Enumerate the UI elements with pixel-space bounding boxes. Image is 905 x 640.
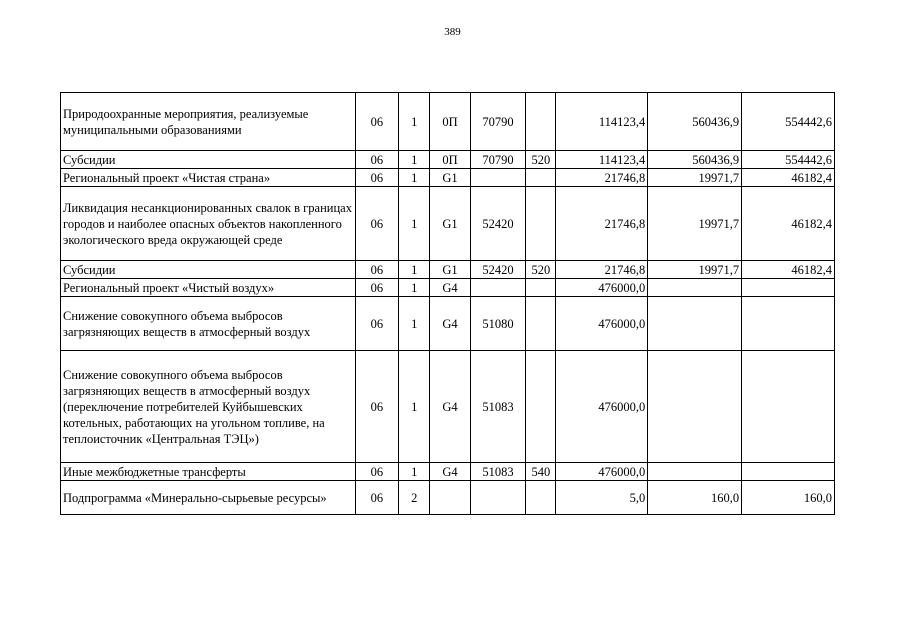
table-row bbox=[61, 93, 835, 151]
subsection-code-cell: 1 bbox=[399, 297, 430, 351]
target-article-cell: 70790 bbox=[470, 151, 526, 169]
subsection-code-cell: 1 bbox=[399, 279, 430, 297]
amount-year2-cell: 19971,7 bbox=[648, 261, 742, 279]
amount-year1-cell: 114123,4 bbox=[556, 151, 648, 169]
target-article-cell: 51083 bbox=[470, 463, 526, 481]
program-code-cell: G1 bbox=[430, 261, 470, 279]
amount-year3-cell bbox=[742, 351, 835, 463]
table-row bbox=[61, 351, 835, 463]
amount-year3-cell bbox=[742, 297, 835, 351]
row-name-cell: Снижение совокупного объема выбросов загрязняющих веществ в атмосферный воздух (переключение потребителей Куйбышевских котельных, работающих на угольном топливе, на теплоисточник «Центральная ТЭЦ») bbox=[61, 351, 356, 463]
section-code-cell: 06 bbox=[355, 297, 398, 351]
amount-year2-cell bbox=[648, 279, 742, 297]
amount-year1-cell: 476000,0 bbox=[556, 351, 648, 463]
target-article-cell bbox=[470, 169, 526, 187]
section-code-cell: 06 bbox=[355, 261, 398, 279]
expense-type-cell bbox=[526, 351, 556, 463]
amount-year1-cell: 476000,0 bbox=[556, 297, 648, 351]
expense-type-cell: 520 bbox=[526, 261, 556, 279]
target-article-cell bbox=[470, 481, 526, 515]
amount-year3-cell: 160,0 bbox=[742, 481, 835, 515]
row-name-cell: Субсидии bbox=[61, 261, 356, 279]
amount-year1-cell: 21746,8 bbox=[556, 187, 648, 261]
amount-year2-cell bbox=[648, 463, 742, 481]
subsection-code-cell: 1 bbox=[399, 351, 430, 463]
amount-year3-cell: 46182,4 bbox=[742, 169, 835, 187]
table-row bbox=[61, 187, 835, 261]
section-code-cell: 06 bbox=[355, 187, 398, 261]
row-name-cell: Подпрограмма «Минерально-сырьевые ресурсы» bbox=[61, 481, 356, 515]
amount-year1-cell: 476000,0 bbox=[556, 279, 648, 297]
section-code-cell: 06 bbox=[355, 151, 398, 169]
section-code-cell: 06 bbox=[355, 279, 398, 297]
subsection-code-cell: 1 bbox=[399, 93, 430, 151]
table-row bbox=[61, 151, 835, 169]
subsection-code-cell: 1 bbox=[399, 187, 430, 261]
amount-year3-cell bbox=[742, 463, 835, 481]
expense-type-cell: 540 bbox=[526, 463, 556, 481]
amount-year1-cell: 21746,8 bbox=[556, 169, 648, 187]
budget-table bbox=[60, 92, 835, 515]
table-row bbox=[61, 279, 835, 297]
row-name-cell: Региональный проект «Чистый воздух» bbox=[61, 279, 356, 297]
target-article-cell: 51083 bbox=[470, 351, 526, 463]
program-code-cell: G1 bbox=[430, 169, 470, 187]
expense-type-cell bbox=[526, 481, 556, 515]
row-name-cell: Ликвидация несанкционированных свалок в границах городов и наиболее опасных объектов накопленного экологического вреда окружающей среде bbox=[61, 187, 356, 261]
program-code-cell: G4 bbox=[430, 351, 470, 463]
table-row bbox=[61, 261, 835, 279]
amount-year3-cell: 554442,6 bbox=[742, 151, 835, 169]
row-name-cell: Природоохранные мероприятия, реализуемые муниципальными образованиями bbox=[61, 93, 356, 151]
program-code-cell: 0П bbox=[430, 93, 470, 151]
amount-year1-cell: 476000,0 bbox=[556, 463, 648, 481]
program-code-cell: G4 bbox=[430, 279, 470, 297]
expense-type-cell bbox=[526, 187, 556, 261]
subsection-code-cell: 1 bbox=[399, 151, 430, 169]
program-code-cell: G4 bbox=[430, 297, 470, 351]
target-article-cell: 51080 bbox=[470, 297, 526, 351]
amount-year3-cell: 46182,4 bbox=[742, 187, 835, 261]
subsection-code-cell: 1 bbox=[399, 463, 430, 481]
program-code-cell: G4 bbox=[430, 463, 470, 481]
target-article-cell: 70790 bbox=[470, 93, 526, 151]
target-article-cell bbox=[470, 279, 526, 297]
table-row bbox=[61, 169, 835, 187]
expense-type-cell bbox=[526, 169, 556, 187]
page-number: 389 bbox=[444, 26, 461, 38]
amount-year2-cell: 19971,7 bbox=[648, 169, 742, 187]
amount-year3-cell bbox=[742, 279, 835, 297]
table-row bbox=[61, 297, 835, 351]
row-name-cell: Региональный проект «Чистая страна» bbox=[61, 169, 356, 187]
expense-type-cell: 520 bbox=[526, 151, 556, 169]
program-code-cell bbox=[430, 481, 470, 515]
program-code-cell: G1 bbox=[430, 187, 470, 261]
section-code-cell: 06 bbox=[355, 463, 398, 481]
expense-type-cell bbox=[526, 297, 556, 351]
subsection-code-cell: 1 bbox=[399, 261, 430, 279]
target-article-cell: 52420 bbox=[470, 261, 526, 279]
subsection-code-cell: 1 bbox=[399, 169, 430, 187]
section-code-cell: 06 bbox=[355, 351, 398, 463]
subsection-code-cell: 2 bbox=[399, 481, 430, 515]
amount-year2-cell: 19971,7 bbox=[648, 187, 742, 261]
table-row bbox=[61, 463, 835, 481]
section-code-cell: 06 bbox=[355, 169, 398, 187]
target-article-cell: 52420 bbox=[470, 187, 526, 261]
section-code-cell: 06 bbox=[355, 481, 398, 515]
amount-year2-cell bbox=[648, 351, 742, 463]
amount-year1-cell: 5,0 bbox=[556, 481, 648, 515]
row-name-cell: Субсидии bbox=[61, 151, 356, 169]
amount-year3-cell: 554442,6 bbox=[742, 93, 835, 151]
amount-year1-cell: 21746,8 bbox=[556, 261, 648, 279]
amount-year1-cell: 114123,4 bbox=[556, 93, 648, 151]
amount-year2-cell: 160,0 bbox=[648, 481, 742, 515]
amount-year3-cell: 46182,4 bbox=[742, 261, 835, 279]
table-row bbox=[61, 481, 835, 515]
section-code-cell: 06 bbox=[355, 93, 398, 151]
program-code-cell: 0П bbox=[430, 151, 470, 169]
row-name-cell: Снижение совокупного объема выбросов загрязняющих веществ в атмосферный воздух bbox=[61, 297, 356, 351]
amount-year2-cell: 560436,9 bbox=[648, 151, 742, 169]
expense-type-cell bbox=[526, 279, 556, 297]
row-name-cell: Иные межбюджетные трансферты bbox=[61, 463, 356, 481]
expense-type-cell bbox=[526, 93, 556, 151]
amount-year2-cell: 560436,9 bbox=[648, 93, 742, 151]
amount-year2-cell bbox=[648, 297, 742, 351]
